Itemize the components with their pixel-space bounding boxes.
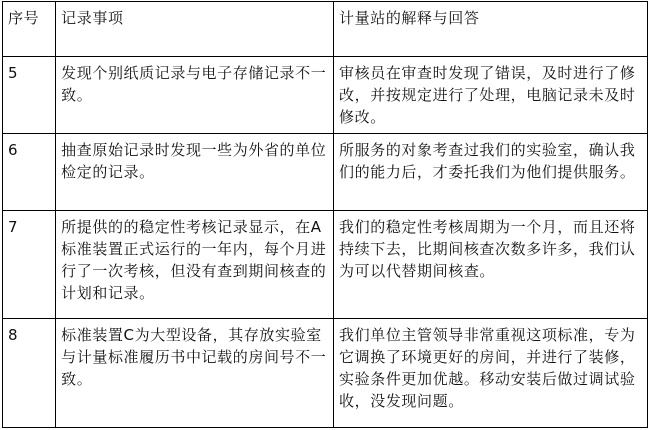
record-item-cell: 标准装置C为大型设备，其存放实验室与计量标准履历书中记载的房间号不一致。	[56, 319, 334, 428]
table-row	[3, 319, 648, 428]
record-item-cell: 发现个别纸质记录与电子存储记录不一致。	[56, 57, 334, 134]
table-row	[3, 211, 648, 319]
row-number: 8	[3, 319, 56, 428]
header-explanation: 计量站的解释与回答	[334, 2, 648, 57]
explanation-cell: 我们单位主管领导非常重视这项标准，专为它调换了环境更好的房间，并进行了装修，实验条件更加优越。移动安装后做过调试验收，没发现问题。	[334, 319, 648, 428]
row-number: 7	[3, 211, 56, 319]
explanation-cell: 所服务的对象考查过我们的实验室，确认我们的能力后，才委托我们为他们提供服务。	[334, 134, 648, 211]
table-row	[3, 57, 648, 134]
table-row	[3, 134, 648, 211]
record-item-cell: 抽查原始记录时发现一些为外省的单位检定的记录。	[56, 134, 334, 211]
header-record-item: 记录事项	[56, 2, 334, 57]
header-number: 序号	[3, 2, 56, 57]
record-item-cell: 所提供的的稳定性考核记录显示，在A标准装置正式运行的一年内，每个月进行了一次考核，但没有查到期间核查的计划和记录。	[56, 211, 334, 319]
row-number: 5	[3, 57, 56, 134]
row-number: 6	[3, 134, 56, 211]
record-table	[2, 1, 648, 428]
table-header-row	[3, 2, 648, 57]
explanation-cell: 审核员在审查时发现了错误，及时进行了修改，并按规定进行了处理，电脑记录未及时修改。	[334, 57, 648, 134]
explanation-cell: 我们的稳定性考核周期为一个月，而且还将持续下去，比期间核查次数多许多，我们认为可以代替期间核查。	[334, 211, 648, 319]
